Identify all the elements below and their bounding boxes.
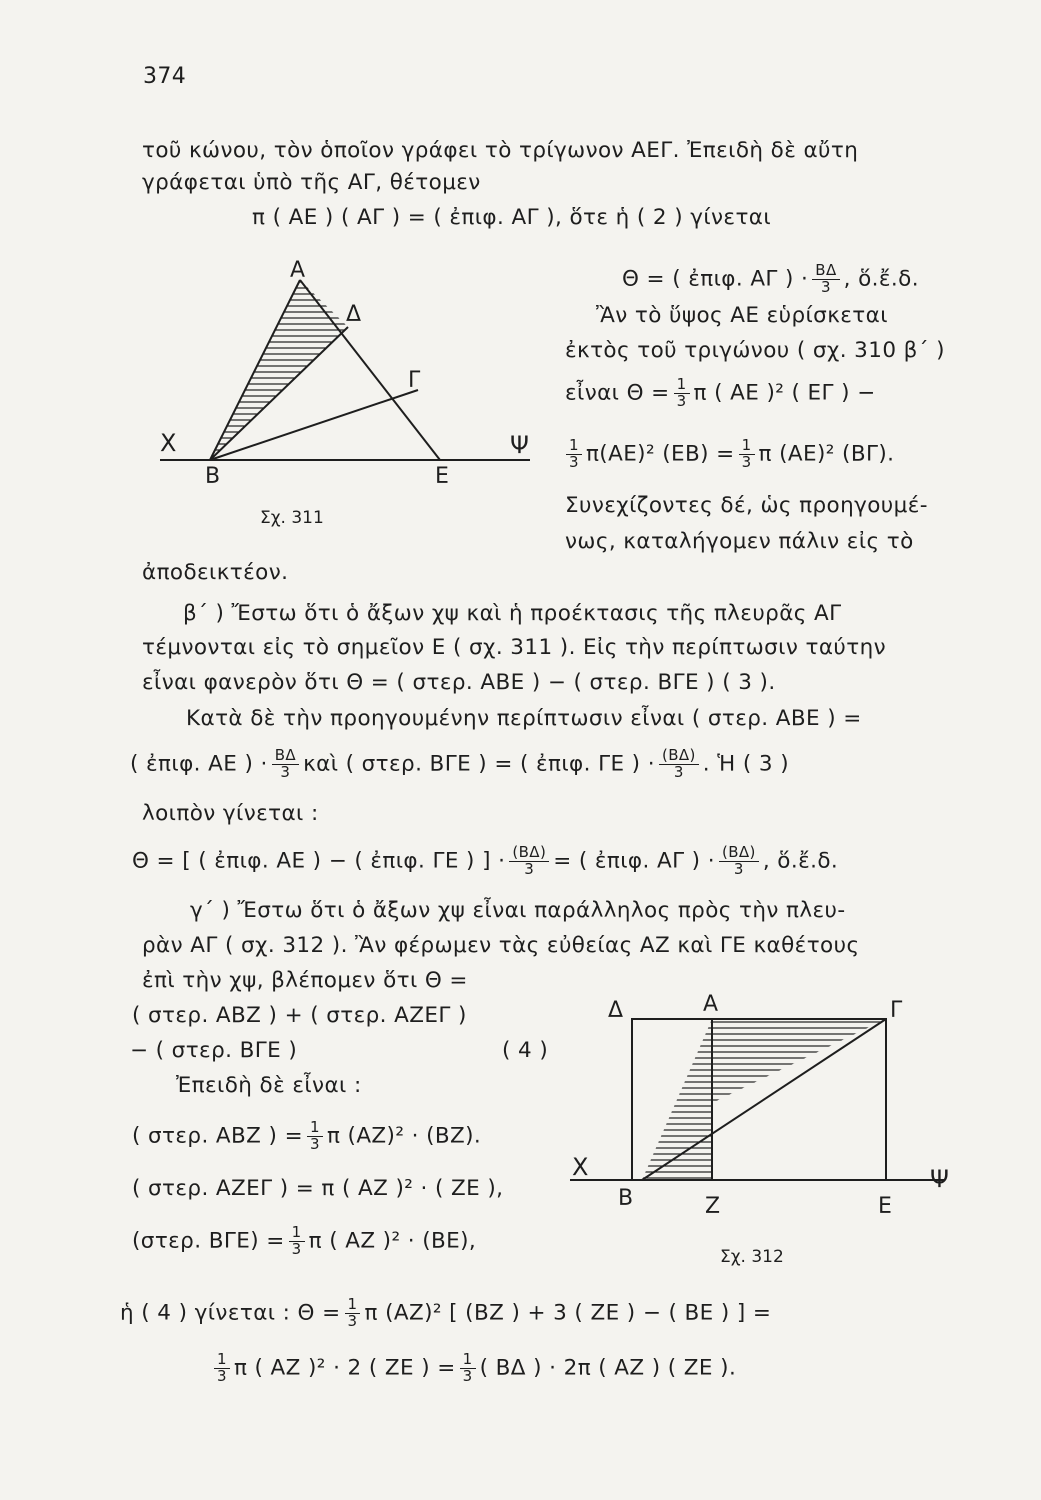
formula-line: ( ἐπιφ. ΑΕ ) · $\frac{B\Delta}{3}$ καὶ ( στερ. ΒΓΕ ) = ( ἐπιφ. ΓΕ ) · $\frac{(B\Delta)}{3}$ . Ἡ ( 3 ) [130,746,789,781]
formula-line: Θ = [ ( ἐπιφ. ΑΕ ) − ( ἐπιφ. ΓΕ ) ] · $\frac{(B\Delta)}{3}$ = ( ἐπιφ. ΑΓ ) · $\frac{(B\Delta)}{3}$ , ὅ.ἔ.δ. [132,843,839,878]
page-number: 374 [143,64,187,89]
text-line: Συνεχίζοντες δέ, ὡς προηγουμέ- [565,493,928,518]
label-e: Ε [878,1194,892,1219]
fraction: $\frac{1}{3}$ [739,438,755,471]
fraction: $\frac{(B\Delta)}{3}$ [719,845,759,878]
text-line: ( στερ. ΑΖΕΓ ) = π ( ΑΖ )² · ( ΖΕ ), [132,1176,504,1201]
label-b: Β [618,1186,634,1211]
text-line: − ( στερ. ΒΓΕ ) [130,1038,298,1063]
formula-line: ἡ ( 4 ) γίνεται : Θ = $\frac{1}{3}$ π (ΑΖ)² [ (ΒΖ ) + 3 ( ΖΕ ) − ( ΒΕ ) ] = [120,1295,772,1330]
text-line: ρὰν ΑΓ ( σχ. 312 ). Ἂν φέρωμεν τὰς εὐθείας ΑΖ καὶ ΓΕ καθέτους [142,933,860,958]
label-psi: Ψ [930,1165,949,1193]
text-line: εἶναι φανερὸν ὅτι Θ = ( στερ. ΑΒΕ ) − ( στερ. ΒΓΕ ) ( 3 ). [142,670,776,695]
fraction: $\frac{(B\Delta)}{3}$ [659,748,699,781]
label-g: Γ [408,368,421,393]
label-d: Δ [608,998,624,1023]
label-psi: Ψ [510,431,529,459]
text-line: Ἂν τὸ ὕψος ΑΕ εὑρίσκεται [596,303,888,328]
formula-theta-1: Θ = ( ἐπιφ. ΑΓ ) · $\frac{B\Delta}{3}$ , ὅ.ἔ.δ. [622,261,919,296]
formula-line: $\frac{1}{3}$ π ( ΑΖ )² · 2 ( ΖΕ ) = $\frac{1}{3}$ ( ΒΔ ) · 2π ( ΑΖ ) ( ΖΕ ). [210,1352,736,1385]
formula-line: ( στερ. ΑΒΖ ) = $\frac{1}{3}$ π (ΑΖ)² · (ΒΖ). [132,1118,482,1153]
label-e: Ε [435,464,449,489]
fraction: $\frac{B\Delta}{3}$ [272,748,299,781]
shaded-triangle-abd [210,280,348,460]
figure-caption: Σχ. 312 [720,1247,784,1267]
fraction: $\frac{1}{3}$ [307,1120,323,1153]
text-line: ἐπὶ τὴν χψ, βλέπομεν ὅτι Θ = [142,968,468,993]
text-line: β΄ ) Ἔστω ὅτι ὁ ἄξων χψ καὶ ἡ προέκτασις τῆς πλευρᾶς ΑΓ [183,601,842,626]
text-line: Κατὰ δὲ τὴν προηγουμένην περίπτωσιν εἶναι ( στερ. ΑΒΕ ) = [186,706,862,731]
text-line: ἐκτὸς τοῦ τριγώνου ( σχ. 310 β΄ ) [565,338,945,363]
text-line: ( στερ. ΑΒΖ ) + ( στερ. ΑΖΕΓ ) [132,1003,467,1028]
text-line: γ΄ ) Ἔστω ὅτι ὁ ἄξων χψ εἶναι παράλληλος πρὸς τὴν πλευ- [190,898,846,923]
label-g: Γ [890,998,903,1023]
fraction: $\frac{1}{3}$ [345,1297,361,1330]
fraction: $\frac{1}{3}$ [289,1225,305,1258]
figure-caption: Σχ. 311 [260,508,324,528]
text-line: τέμνονται εἰς τὸ σημεῖον Ε ( σχ. 311 ). Εἰς τὴν περίπτωσιν ταύτην [142,635,887,660]
shaded-region-agb [712,1019,886,1103]
text-line: λοιπὸν γίνεται : [142,801,319,826]
text-line: Ἐπειδὴ δὲ εἶναι : [176,1073,362,1098]
label-x: Χ [572,1153,589,1181]
fraction: $\frac{1}{3}$ [460,1352,476,1385]
fraction: $\frac{1}{3}$ [214,1352,230,1385]
formula-line: εἶναι Θ = $\frac{1}{3}$ π ( ΑΕ )² ( ΕΓ ) − [565,375,876,410]
text-line: ( 4 ) [502,1038,549,1063]
figure-312 [560,992,960,1280]
fraction: $\frac{1}{3}$ [566,438,582,471]
formula-line: (στερ. ΒΓΕ) = $\frac{1}{3}$ π ( ΑΖ )² · (ΒΕ), [132,1223,477,1258]
label-z: Ζ [705,1194,721,1219]
text-line: τοῦ κώνου, τὸν ὁποῖον γράφει τὸ τρίγωνον ΑΕΓ. Ἐπειδὴ δὲ αὔτη [142,138,859,163]
label-d: Δ [346,302,362,327]
figure-311 [150,255,550,555]
text-line: γράφεται ὑπὸ τῆς ΑΓ, θέτομεν [142,170,481,195]
label-b: Β [205,464,221,489]
text-line: ἀποδεικτέον. [142,560,289,585]
formula-line: $\frac{1}{3}$ π(ΑΕ)² (ΕΒ) = $\frac{1}{3}$ π (ΑΕ)² (ΒΓ). [562,438,894,471]
fraction: $\frac{(B\Delta)}{3}$ [509,845,549,878]
label-x: Χ [160,429,177,457]
label-a: Α [290,258,306,283]
label-a: Α [703,992,719,1017]
text-line: νως, καταλήγομεν πάλιν εἰς τὸ [565,529,914,554]
text-line: π ( ΑΕ ) ( ΑΓ ) = ( ἐπιφ. ΑΓ ), ὅτε ἡ ( 2 ) γίνεται [252,205,772,230]
fraction: $\frac{B\Delta}{3}$ [812,263,839,296]
fraction: $\frac{1}{3}$ [674,377,690,410]
